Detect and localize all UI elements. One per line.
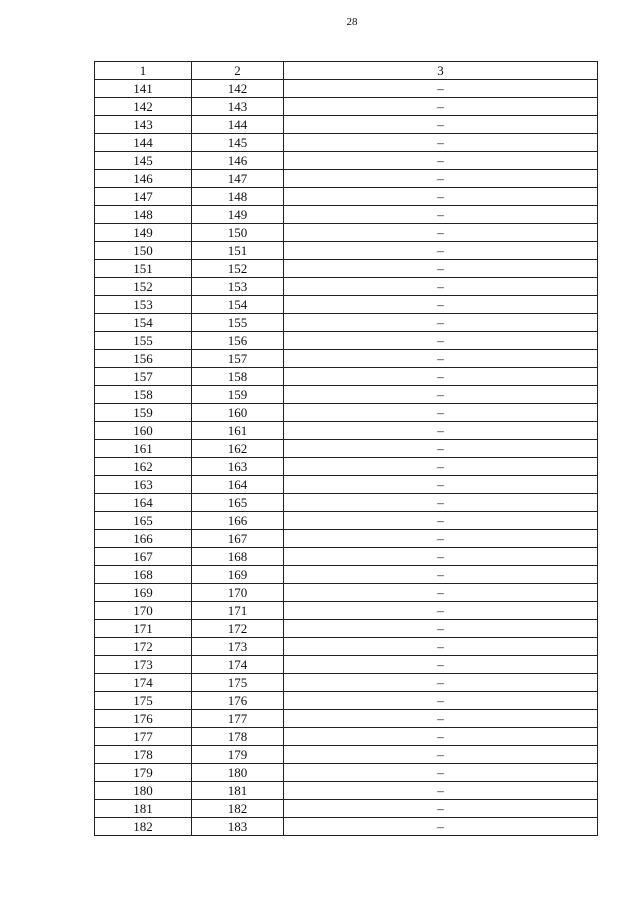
table-row bbox=[95, 116, 598, 134]
table-cell-col-3: – bbox=[284, 638, 598, 656]
table-cell-col-3: – bbox=[284, 116, 598, 134]
table-row bbox=[95, 242, 598, 260]
table-cell-col-1: 180 bbox=[95, 782, 192, 800]
table-cell-col-2: 181 bbox=[192, 782, 284, 800]
table-cell-col-2: 148 bbox=[192, 188, 284, 206]
table-cell-col-3: – bbox=[284, 602, 598, 620]
table-row bbox=[95, 710, 598, 728]
table-cell-col-3: – bbox=[284, 494, 598, 512]
table-row bbox=[95, 134, 598, 152]
table-row bbox=[95, 206, 598, 224]
table-cell-col-3: – bbox=[284, 98, 598, 116]
table-cell-col-3: – bbox=[284, 710, 598, 728]
table-cell-col-2: 144 bbox=[192, 116, 284, 134]
table-row bbox=[95, 152, 598, 170]
table-row bbox=[95, 422, 598, 440]
table-row bbox=[95, 620, 598, 638]
table-cell-col-2: 164 bbox=[192, 476, 284, 494]
table-cell-col-2: 180 bbox=[192, 764, 284, 782]
table-cell-col-1: 160 bbox=[95, 422, 192, 440]
table-cell-col-3: – bbox=[284, 656, 598, 674]
table-cell-col-1: 164 bbox=[95, 494, 192, 512]
table-cell-col-2: 145 bbox=[192, 134, 284, 152]
table-cell-col-3: – bbox=[284, 746, 598, 764]
table-cell-col-3: – bbox=[284, 620, 598, 638]
table-cell-col-1: 162 bbox=[95, 458, 192, 476]
table-cell-col-1: 148 bbox=[95, 206, 192, 224]
table-cell-col-2: 151 bbox=[192, 242, 284, 260]
table-cell-col-1: 182 bbox=[95, 818, 192, 836]
table-row bbox=[95, 746, 598, 764]
table-cell-col-3: – bbox=[284, 296, 598, 314]
table-cell-col-3: – bbox=[284, 170, 598, 188]
table-row bbox=[95, 530, 598, 548]
table-cell-col-3: – bbox=[284, 764, 598, 782]
table-cell-col-2: 142 bbox=[192, 80, 284, 98]
table-cell-col-3: – bbox=[284, 332, 598, 350]
table-cell-col-2: 169 bbox=[192, 566, 284, 584]
table-cell-col-2: 154 bbox=[192, 296, 284, 314]
table-cell-col-1: 154 bbox=[95, 314, 192, 332]
table-cell-col-3: – bbox=[284, 386, 598, 404]
table-cell-col-1: 153 bbox=[95, 296, 192, 314]
table-row bbox=[95, 494, 598, 512]
table-cell-col-3: – bbox=[284, 134, 598, 152]
table-cell-col-2: 174 bbox=[192, 656, 284, 674]
table-cell-col-2: 182 bbox=[192, 800, 284, 818]
table-body bbox=[95, 80, 598, 836]
table-cell-col-3: – bbox=[284, 584, 598, 602]
table-cell-col-3: – bbox=[284, 458, 598, 476]
table-cell-col-1: 167 bbox=[95, 548, 192, 566]
table-row bbox=[95, 332, 598, 350]
table-row bbox=[95, 512, 598, 530]
table-cell-col-1: 157 bbox=[95, 368, 192, 386]
table-row bbox=[95, 350, 598, 368]
table-cell-col-3: – bbox=[284, 566, 598, 584]
table-cell-col-2: 172 bbox=[192, 620, 284, 638]
table-row bbox=[95, 296, 598, 314]
table-cell-col-3: – bbox=[284, 728, 598, 746]
table-cell-col-2: 156 bbox=[192, 332, 284, 350]
table-row bbox=[95, 800, 598, 818]
table-cell-col-2: 162 bbox=[192, 440, 284, 458]
table-cell-col-3: – bbox=[284, 278, 598, 296]
table-cell-col-3: – bbox=[284, 260, 598, 278]
table-cell-col-2: 177 bbox=[192, 710, 284, 728]
table-cell-col-2: 167 bbox=[192, 530, 284, 548]
table-cell-col-1: 176 bbox=[95, 710, 192, 728]
table-cell-col-2: 150 bbox=[192, 224, 284, 242]
table-cell-col-3: – bbox=[284, 206, 598, 224]
table-row bbox=[95, 278, 598, 296]
table-cell-col-2: 171 bbox=[192, 602, 284, 620]
table-cell-col-3: – bbox=[284, 818, 598, 836]
table-row bbox=[95, 638, 598, 656]
table-cell-col-2: 159 bbox=[192, 386, 284, 404]
table-cell-col-1: 158 bbox=[95, 386, 192, 404]
table-cell-col-1: 151 bbox=[95, 260, 192, 278]
table-row bbox=[95, 692, 598, 710]
table-cell-col-1: 171 bbox=[95, 620, 192, 638]
table-row bbox=[95, 170, 598, 188]
table-cell-col-1: 181 bbox=[95, 800, 192, 818]
data-table-container bbox=[94, 61, 597, 836]
table-cell-col-1: 152 bbox=[95, 278, 192, 296]
table-cell-col-1: 175 bbox=[95, 692, 192, 710]
table-cell-col-2: 149 bbox=[192, 206, 284, 224]
table-cell-col-1: 146 bbox=[95, 170, 192, 188]
table-row bbox=[95, 674, 598, 692]
table-row bbox=[95, 566, 598, 584]
table-row bbox=[95, 782, 598, 800]
table-cell-col-3: – bbox=[284, 422, 598, 440]
table-cell-col-1: 163 bbox=[95, 476, 192, 494]
table-row bbox=[95, 458, 598, 476]
table-cell-col-2: 183 bbox=[192, 818, 284, 836]
table-cell-col-2: 173 bbox=[192, 638, 284, 656]
table-cell-col-2: 178 bbox=[192, 728, 284, 746]
table-cell-col-1: 141 bbox=[95, 80, 192, 98]
table-cell-col-2: 160 bbox=[192, 404, 284, 422]
table-cell-col-1: 149 bbox=[95, 224, 192, 242]
table-cell-col-2: 146 bbox=[192, 152, 284, 170]
table-cell-col-2: 175 bbox=[192, 674, 284, 692]
table-cell-col-2: 158 bbox=[192, 368, 284, 386]
table-cell-col-3: – bbox=[284, 512, 598, 530]
table-cell-col-1: 144 bbox=[95, 134, 192, 152]
table-cell-col-1: 155 bbox=[95, 332, 192, 350]
table-cell-col-2: 147 bbox=[192, 170, 284, 188]
table-row bbox=[95, 386, 598, 404]
table-cell-col-1: 150 bbox=[95, 242, 192, 260]
column-header-2: 2 bbox=[192, 62, 284, 80]
table-cell-col-2: 165 bbox=[192, 494, 284, 512]
table-cell-col-2: 161 bbox=[192, 422, 284, 440]
table-cell-col-3: – bbox=[284, 440, 598, 458]
page-number: 28 bbox=[346, 16, 358, 28]
table-cell-col-1: 159 bbox=[95, 404, 192, 422]
table-row bbox=[95, 818, 598, 836]
table-cell-col-3: – bbox=[284, 530, 598, 548]
table-row bbox=[95, 80, 598, 98]
table-cell-col-1: 178 bbox=[95, 746, 192, 764]
table-cell-col-1: 142 bbox=[95, 98, 192, 116]
table-cell-col-3: – bbox=[284, 476, 598, 494]
table-cell-col-3: – bbox=[284, 800, 598, 818]
table-cell-col-3: – bbox=[284, 782, 598, 800]
table-cell-col-1: 179 bbox=[95, 764, 192, 782]
table-row bbox=[95, 98, 598, 116]
table-cell-col-2: 176 bbox=[192, 692, 284, 710]
table-cell-col-2: 170 bbox=[192, 584, 284, 602]
table-cell-col-1: 170 bbox=[95, 602, 192, 620]
table-cell-col-3: – bbox=[284, 548, 598, 566]
table-header-row bbox=[95, 62, 598, 80]
table-cell-col-3: – bbox=[284, 404, 598, 422]
table-cell-col-1: 145 bbox=[95, 152, 192, 170]
table-cell-col-1: 147 bbox=[95, 188, 192, 206]
table-row bbox=[95, 728, 598, 746]
table-cell-col-3: – bbox=[284, 242, 598, 260]
table-cell-col-1: 156 bbox=[95, 350, 192, 368]
table-cell-col-2: 153 bbox=[192, 278, 284, 296]
table-cell-col-1: 166 bbox=[95, 530, 192, 548]
table-cell-col-3: – bbox=[284, 152, 598, 170]
table-cell-col-2: 179 bbox=[192, 746, 284, 764]
table-row bbox=[95, 224, 598, 242]
table-cell-col-2: 166 bbox=[192, 512, 284, 530]
column-header-3: 3 bbox=[284, 62, 598, 80]
column-header-1: 1 bbox=[95, 62, 192, 80]
table-row bbox=[95, 404, 598, 422]
table-row bbox=[95, 368, 598, 386]
table-row bbox=[95, 188, 598, 206]
table-cell-col-2: 155 bbox=[192, 314, 284, 332]
table-cell-col-1: 165 bbox=[95, 512, 192, 530]
table-row bbox=[95, 548, 598, 566]
data-table bbox=[94, 61, 598, 836]
table-cell-col-3: – bbox=[284, 224, 598, 242]
table-cell-col-3: – bbox=[284, 188, 598, 206]
table-cell-col-3: – bbox=[284, 368, 598, 386]
table-cell-col-2: 157 bbox=[192, 350, 284, 368]
table-cell-col-2: 143 bbox=[192, 98, 284, 116]
table-row bbox=[95, 314, 598, 332]
table-cell-col-3: – bbox=[284, 350, 598, 368]
table-cell-col-2: 168 bbox=[192, 548, 284, 566]
table-row bbox=[95, 764, 598, 782]
table-cell-col-1: 174 bbox=[95, 674, 192, 692]
table-row bbox=[95, 476, 598, 494]
table-cell-col-1: 177 bbox=[95, 728, 192, 746]
table-cell-col-1: 168 bbox=[95, 566, 192, 584]
table-cell-col-1: 169 bbox=[95, 584, 192, 602]
table-cell-col-3: – bbox=[284, 692, 598, 710]
table-cell-col-1: 173 bbox=[95, 656, 192, 674]
table-cell-col-2: 152 bbox=[192, 260, 284, 278]
table-row bbox=[95, 584, 598, 602]
table-row bbox=[95, 440, 598, 458]
table-cell-col-3: – bbox=[284, 674, 598, 692]
table-cell-col-1: 161 bbox=[95, 440, 192, 458]
table-row bbox=[95, 260, 598, 278]
table-cell-col-3: – bbox=[284, 314, 598, 332]
table-cell-col-1: 143 bbox=[95, 116, 192, 134]
table-cell-col-2: 163 bbox=[192, 458, 284, 476]
table-cell-col-3: – bbox=[284, 80, 598, 98]
table-cell-col-1: 172 bbox=[95, 638, 192, 656]
table-row bbox=[95, 656, 598, 674]
table-row bbox=[95, 602, 598, 620]
